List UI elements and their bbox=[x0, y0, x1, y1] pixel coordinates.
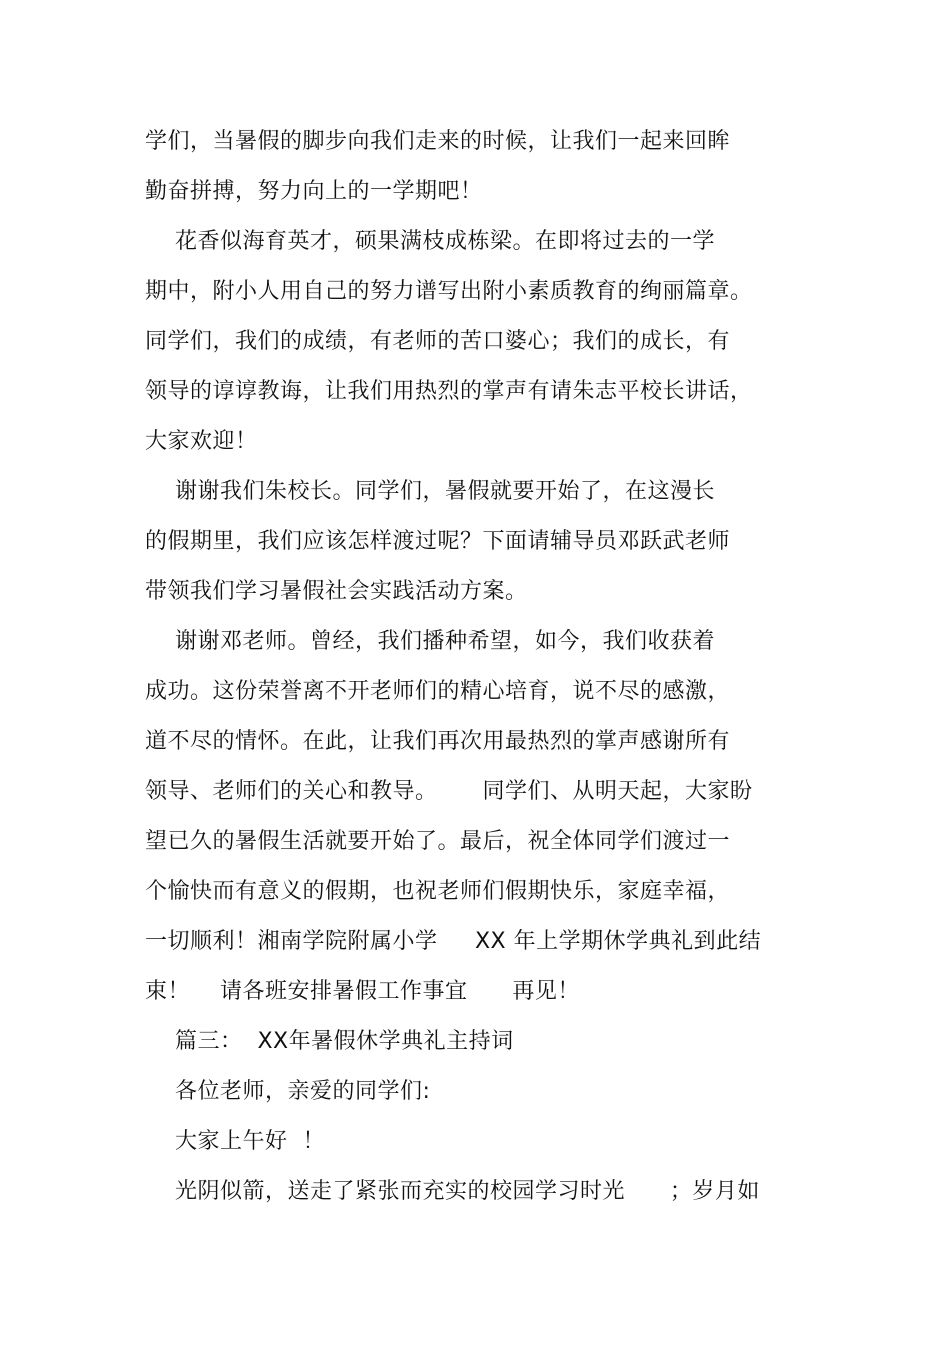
text-line: 束！ 请各班安排暑假工作事宜 再见！ bbox=[145, 979, 580, 1004]
text-line: 各位老师，亲爱的同学们: bbox=[145, 1079, 431, 1104]
text-line: 同学们，我们的成绩，有老师的苦口婆心；我们的成长，有 bbox=[145, 329, 731, 354]
text-line: 个愉快而有意义的假期，也祝老师们假期快乐，家庭幸福， bbox=[145, 879, 731, 904]
text-line: 成功。这份荣誉离不开老师们的精心培育，说不尽的感激， bbox=[145, 679, 731, 704]
text-line: 学们，当暑假的脚步向我们走来的时候，让我们一起来回眸 bbox=[145, 129, 731, 154]
text-line: 勤奋拼搏，努力向上的一学期吧！ bbox=[145, 179, 483, 204]
text-line: 谢谢邓老师。曾经，我们播种希望，如今，我们收获着 bbox=[145, 629, 715, 654]
text-line: 大家欢迎！ bbox=[145, 429, 258, 454]
text-line: 光阴似箭，送走了紧张而充实的校园学习时光 ；岁月如 bbox=[145, 1179, 760, 1204]
text-line: 领导的谆谆教诲，让我们用热烈的掌声有请朱志平校长讲话， bbox=[145, 379, 753, 404]
text-line: 花香似海育英才，硕果满枝成栋梁。在即将过去的一学 bbox=[145, 229, 715, 254]
text-line: 谢谢我们朱校长。同学们，暑假就要开始了，在这漫长 bbox=[145, 479, 715, 504]
text-line: 大家上午好 ！ bbox=[145, 1129, 325, 1154]
body-text bbox=[145, 117, 845, 1217]
text-line: 一切顺利！湘南学院附属小学 XX 年上学期休学典礼到此结 bbox=[145, 929, 762, 954]
text-line: 带领我们学习暑假社会实践活动方案。 bbox=[145, 579, 528, 604]
text-line: 望已久的暑假生活就要开始了。最后，祝全体同学们渡过一 bbox=[145, 829, 731, 854]
text-line: 道不尽的情怀。在此，让我们再次用最热烈的掌声感谢所有 bbox=[145, 729, 731, 754]
text-line: 的假期里，我们应该怎样渡过呢？下面请辅导员邓跃武老师 bbox=[145, 529, 731, 554]
text-line: 期中，附小人用自己的努力谱写出附小素质教育的绚丽篇章。 bbox=[145, 279, 753, 304]
section-heading: 篇三： XX年暑假休学典礼主持词 bbox=[145, 1029, 514, 1054]
text-line: 领导、老师们的关心和教导。 同学们、从明天起，大家盼 bbox=[145, 779, 753, 804]
